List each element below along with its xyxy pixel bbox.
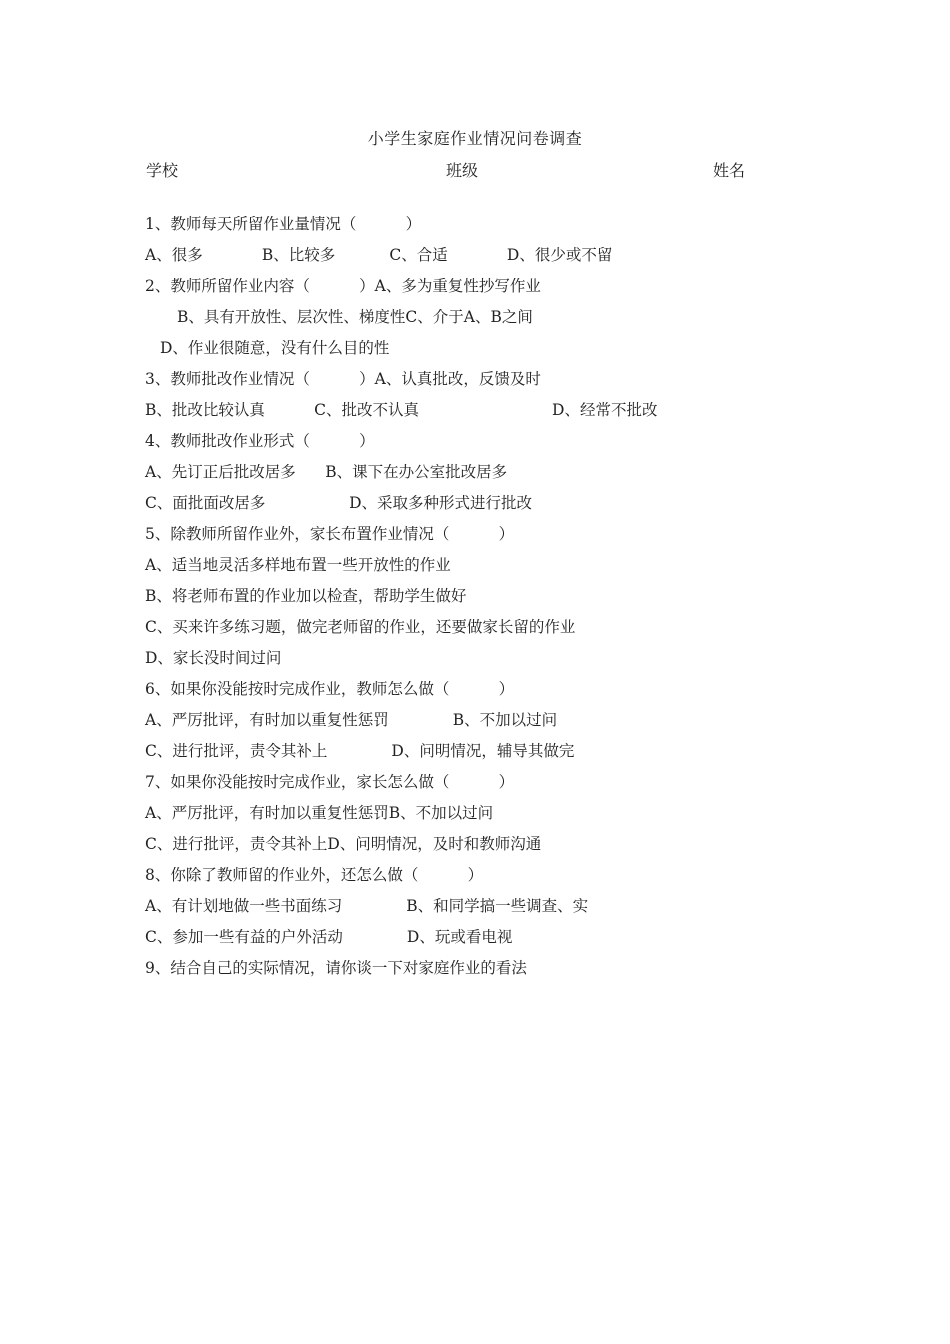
question-9: 9、结合自己的实际情况，请你谈一下对家庭作业的看法 — [145, 959, 527, 977]
question-8: 8、你除了教师留的作业外，还怎么做（ ） — [145, 866, 484, 884]
question-2-options-b-c: B、具有开放性、层次性、梯度性C、介于A、B之间 — [177, 308, 533, 326]
question-5-option-b: B、将老师布置的作业加以检查，帮助学生做好 — [145, 587, 467, 605]
question-8-options-a-b: A、有计划地做一些书面练习 B、和同学搞一些调查、实 — [145, 897, 589, 915]
document-title: 小学生家庭作业情况问卷调查 — [367, 129, 583, 148]
question-3-options: B、批改比较认真 C、批改不认真 D、经常不批改 — [145, 401, 658, 419]
question-6-options-c-d: C、进行批评，责令其补上 D、问明情况，辅导其做完 — [145, 742, 575, 760]
name-label: 姓名 — [713, 161, 746, 180]
questionnaire-body — [145, 213, 845, 988]
question-1-options: A、很多 B、比较多 C、合适 D、很少或不留 — [145, 246, 613, 264]
question-6-options-a-b: A、严厉批评，有时加以重复性惩罚 B、不加以过问 — [145, 711, 558, 729]
question-4: 4、教师批改作业形式（ ） — [145, 432, 375, 450]
question-7-options-c-d: C、进行批评，责令其补上D、问明情况，及时和教师沟通 — [145, 835, 542, 853]
question-5-option-d: D、家长没时间过问 — [145, 649, 282, 667]
class-label: 班级 — [446, 161, 479, 180]
question-1: 1、教师每天所留作业量情况（ ） — [145, 215, 422, 233]
question-3: 3、教师批改作业情况（ ）A、认真批改，反馈及时 — [145, 370, 541, 388]
question-5-option-a: A、适当地灵活多样地布置一些开放性的作业 — [145, 556, 451, 574]
question-4-options-a-b: A、先订正后批改居多 B、课下在办公室批改居多 — [145, 463, 508, 481]
question-2: 2、教师所留作业内容（ ）A、多为重复性抄写作业 — [145, 277, 541, 295]
question-6: 6、如果你没能按时完成作业，教师怎么做（ ） — [145, 680, 515, 698]
question-7: 7、如果你没能按时完成作业，家长怎么做（ ） — [145, 773, 515, 791]
question-5-option-c: C、买来许多练习题，做完老师留的作业，还要做家长留的作业 — [145, 618, 576, 636]
question-2-option-d: D、作业很随意，没有什么目的性 — [160, 339, 390, 357]
question-7-options-a-b: A、严厉批评，有时加以重复性惩罚B、不加以过问 — [145, 804, 494, 822]
question-4-options-c-d: C、面批面改居多 D、采取多种形式进行批改 — [145, 494, 533, 512]
question-8-options-c-d: C、参加一些有益的户外活动 D、玩或看电视 — [145, 928, 513, 946]
question-5: 5、除教师所留作业外，家长布置作业情况（ ） — [145, 525, 515, 543]
school-label: 学校 — [146, 161, 179, 180]
